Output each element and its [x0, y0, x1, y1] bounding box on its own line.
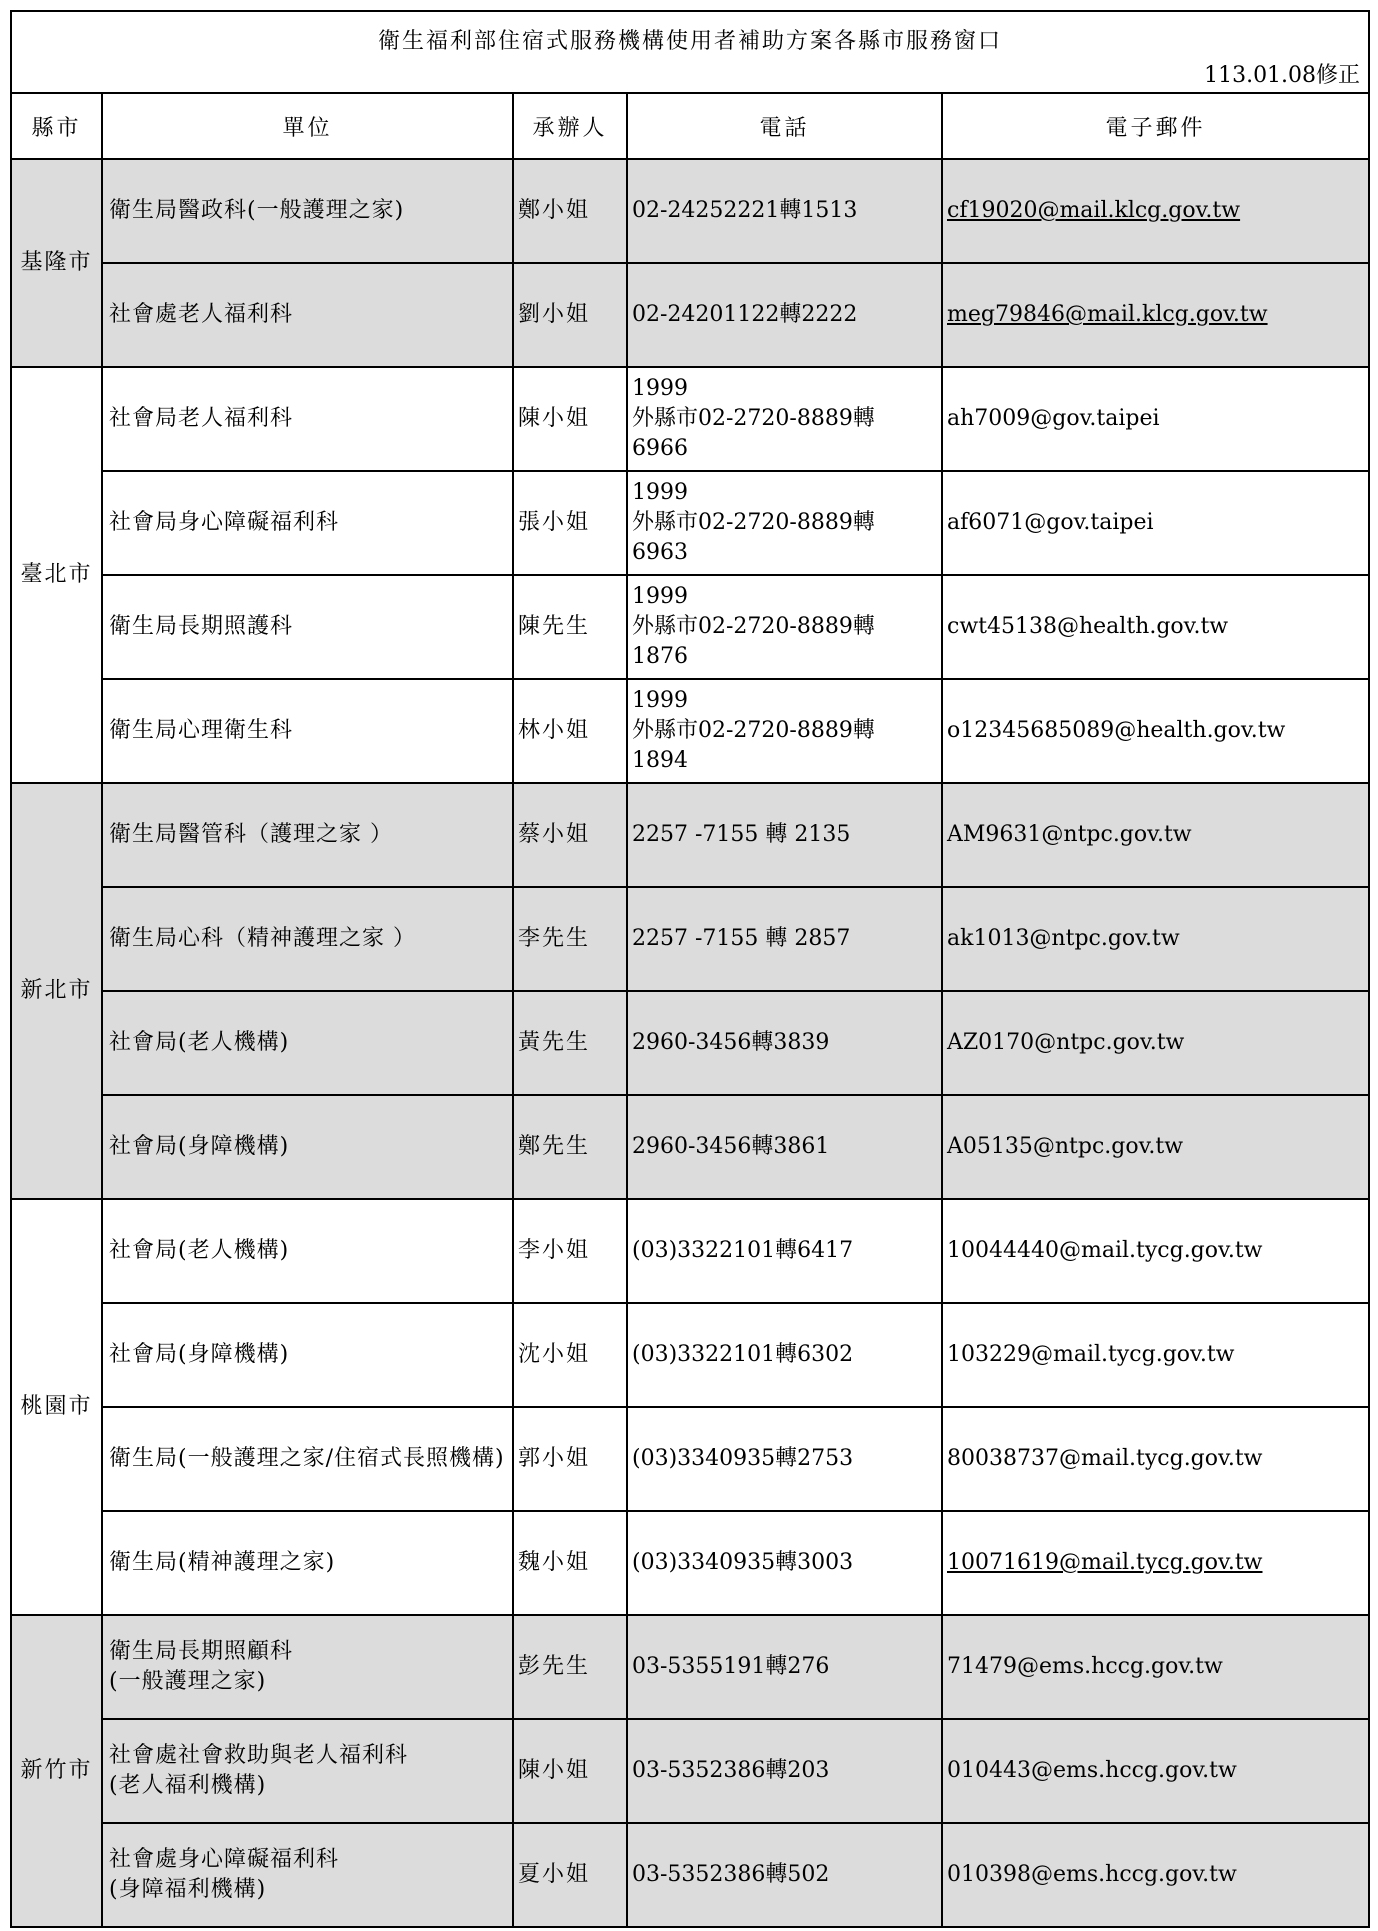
- email-cell[interactable]: 103229@mail.tycg.gov.tw: [942, 1303, 1369, 1407]
- phone-cell: 02-24252221轉1513: [627, 159, 942, 263]
- email-cell[interactable]: meg79846@mail.klcg.gov.tw: [942, 263, 1369, 367]
- email-cell[interactable]: ah7009@gov.taipei: [942, 367, 1369, 471]
- table-row: [11, 679, 1369, 783]
- person-cell: 夏小姐: [513, 1823, 627, 1927]
- email-cell[interactable]: 80038737@mail.tycg.gov.tw: [942, 1407, 1369, 1511]
- person-cell: 張小姐: [513, 471, 627, 575]
- phone-cell: 03-5352386轉502: [627, 1823, 942, 1927]
- email-cell[interactable]: A05135@ntpc.gov.tw: [942, 1095, 1369, 1199]
- email-cell[interactable]: 010443@ems.hccg.gov.tw: [942, 1719, 1369, 1823]
- header-city: 縣市: [11, 93, 102, 159]
- unit-cell: 社會處社會救助與老人福利科 (老人福利機構): [102, 1719, 513, 1823]
- phone-cell: 02-24201122轉2222: [627, 263, 942, 367]
- city-cell: 桃園市: [11, 1199, 102, 1615]
- table-row: [11, 471, 1369, 575]
- unit-cell: 社會處老人福利科: [102, 263, 513, 367]
- email-cell[interactable]: o12345685089@health.gov.tw: [942, 679, 1369, 783]
- person-cell: 郭小姐: [513, 1407, 627, 1511]
- table-row: [11, 1303, 1369, 1407]
- email-cell[interactable]: cf19020@mail.klcg.gov.tw: [942, 159, 1369, 263]
- phone-cell: 2257 -7155 轉 2857: [627, 887, 942, 991]
- person-cell: 林小姐: [513, 679, 627, 783]
- phone-cell: 2257 -7155 轉 2135: [627, 783, 942, 887]
- person-cell: 蔡小姐: [513, 783, 627, 887]
- unit-cell: 社會局(身障機構): [102, 1303, 513, 1407]
- phone-cell: 03-5355191轉276: [627, 1615, 942, 1719]
- table-row: [11, 263, 1369, 367]
- person-cell: 陳小姐: [513, 1719, 627, 1823]
- email-cell[interactable]: AM9631@ntpc.gov.tw: [942, 783, 1369, 887]
- phone-cell: (03)3322101轉6417: [627, 1199, 942, 1303]
- phone-cell: (03)3340935轉2753: [627, 1407, 942, 1511]
- email-cell[interactable]: af6071@gov.taipei: [942, 471, 1369, 575]
- unit-cell: 衛生局(精神護理之家): [102, 1511, 513, 1615]
- unit-cell: 社會局身心障礙福利科: [102, 471, 513, 575]
- email-cell[interactable]: ak1013@ntpc.gov.tw: [942, 887, 1369, 991]
- page-title: 衛生福利部住宿式服務機構使用者補助方案各縣市服務窗口: [378, 29, 1003, 54]
- city-cell: 基隆市: [11, 159, 102, 367]
- unit-cell: 社會處身心障礙福利科 (身障福利機構): [102, 1823, 513, 1927]
- person-cell: 李先生: [513, 887, 627, 991]
- person-cell: 彭先生: [513, 1615, 627, 1719]
- header-row: [11, 93, 1369, 159]
- unit-cell: 衛生局醫管科（護理之家 ）: [102, 783, 513, 887]
- phone-cell: 03-5352386轉203: [627, 1719, 942, 1823]
- unit-cell: 衛生局醫政科(一般護理之家): [102, 159, 513, 263]
- header-email: 電子郵件: [942, 93, 1369, 159]
- unit-cell: 社會局(老人機構): [102, 991, 513, 1095]
- email-cell[interactable]: 10071619@mail.tycg.gov.tw: [942, 1511, 1369, 1615]
- table-row: [11, 991, 1369, 1095]
- phone-cell: 1999 外縣市02-2720-8889轉 1894: [627, 679, 942, 783]
- table-row: [11, 1199, 1369, 1303]
- person-cell: 李小姐: [513, 1199, 627, 1303]
- table-row: [11, 1407, 1369, 1511]
- email-cell[interactable]: 10044440@mail.tycg.gov.tw: [942, 1199, 1369, 1303]
- table-row: [11, 1511, 1369, 1615]
- header-unit: 單位: [102, 93, 513, 159]
- table-row: [11, 1823, 1369, 1927]
- person-cell: 陳小姐: [513, 367, 627, 471]
- person-cell: 沈小姐: [513, 1303, 627, 1407]
- unit-cell: 社會局(老人機構): [102, 1199, 513, 1303]
- city-cell: 臺北市: [11, 367, 102, 783]
- unit-cell: 社會局(身障機構): [102, 1095, 513, 1199]
- email-cell[interactable]: 71479@ems.hccg.gov.tw: [942, 1615, 1369, 1719]
- person-cell: 陳先生: [513, 575, 627, 679]
- unit-cell: 衛生局心理衛生科: [102, 679, 513, 783]
- person-cell: 劉小姐: [513, 263, 627, 367]
- table-row: [11, 783, 1369, 887]
- person-cell: 魏小姐: [513, 1511, 627, 1615]
- city-cell: 新北市: [11, 783, 102, 1199]
- phone-cell: 1999 外縣市02-2720-8889轉 1876: [627, 575, 942, 679]
- unit-cell: 衛生局長期照護科: [102, 575, 513, 679]
- email-cell[interactable]: cwt45138@health.gov.tw: [942, 575, 1369, 679]
- unit-cell: 社會局老人福利科: [102, 367, 513, 471]
- person-cell: 黃先生: [513, 991, 627, 1095]
- unit-cell: 衛生局心科（精神護理之家 ）: [102, 887, 513, 991]
- header-person: 承辦人: [513, 93, 627, 159]
- document: [10, 10, 1368, 1928]
- table-row: [11, 159, 1369, 263]
- unit-cell: 衛生局(一般護理之家/住宿式長照機構): [102, 1407, 513, 1511]
- phone-cell: 1999 外縣市02-2720-8889轉 6966: [627, 367, 942, 471]
- table-row: [11, 1719, 1369, 1823]
- person-cell: 鄭小姐: [513, 159, 627, 263]
- unit-cell: 衛生局長期照顧科 (一般護理之家): [102, 1615, 513, 1719]
- table-row: [11, 367, 1369, 471]
- title-cell: [11, 11, 1369, 93]
- phone-cell: (03)3322101轉6302: [627, 1303, 942, 1407]
- phone-cell: 2960-3456轉3861: [627, 1095, 942, 1199]
- table-row: [11, 575, 1369, 679]
- contact-table: [10, 10, 1370, 1928]
- email-cell[interactable]: 010398@ems.hccg.gov.tw: [942, 1823, 1369, 1927]
- phone-cell: (03)3340935轉3003: [627, 1511, 942, 1615]
- phone-cell: 2960-3456轉3839: [627, 991, 942, 1095]
- email-cell[interactable]: AZ0170@ntpc.gov.tw: [942, 991, 1369, 1095]
- header-phone: 電話: [627, 93, 942, 159]
- city-cell: 新竹市: [11, 1615, 102, 1927]
- phone-cell: 1999 外縣市02-2720-8889轉 6963: [627, 471, 942, 575]
- person-cell: 鄭先生: [513, 1095, 627, 1199]
- table-row: [11, 1615, 1369, 1719]
- table-row: [11, 887, 1369, 991]
- table-row: [11, 1095, 1369, 1199]
- revision-date: 113.01.08修正: [1204, 63, 1361, 88]
